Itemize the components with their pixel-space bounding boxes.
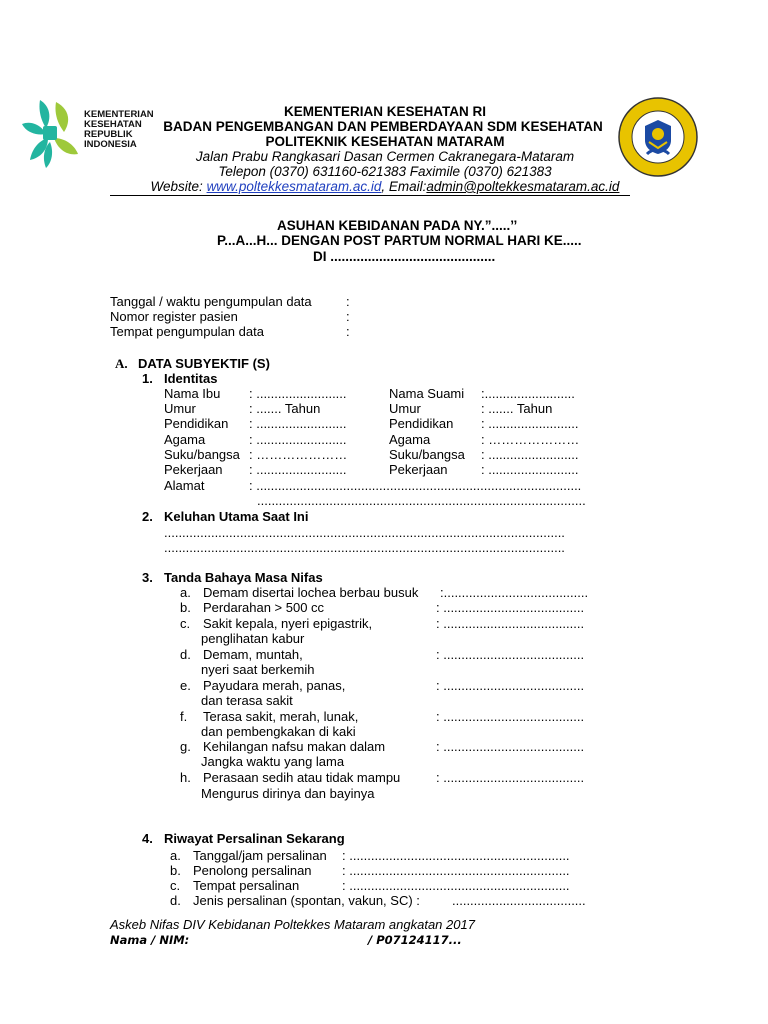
ibu-field-label: Nama Ibu [164,386,221,401]
header-rule [110,195,630,196]
tanda-text: Payudara merah, panas, [203,678,346,693]
logo-text-3: REPUBLIK [84,129,133,140]
suami-field-value[interactable]: :......................... [481,386,575,401]
alamat-field[interactable]: : .......................................................................................... [249,478,582,493]
riwayat-text: Penolong persalinan [193,863,312,878]
riwayat-field[interactable]: : ............................................................. [342,863,570,878]
suami-field-label: Agama [389,432,431,447]
ibu-field-value[interactable]: : ....... Tahun [249,401,321,416]
header-line1: KEMENTERIAN KESEHATAN RI [283,104,486,119]
suami-field-value[interactable]: : ………………… [481,432,580,447]
meta-label: Nomor register pasien [110,309,238,324]
title-line1: ASUHAN KEBIDANAN PADA NY.”.....’’ [277,218,518,233]
tanda-text: Terasa sakit, merah, lunak, [203,709,359,724]
riwayat-field[interactable]: : ............................................................. [342,878,570,893]
tanda-field[interactable]: : ....................................... [436,616,585,631]
meta-colon: : [346,324,350,339]
riwayat-letter: d. [170,893,181,908]
tanda-text-line2: dan terasa sakit [201,693,293,708]
tanda-text: Perasaan sedih atau tidak mampu [203,770,401,785]
tanda-text-line2: Mengurus dirinya dan bayinya [201,786,375,801]
meta-label: Tempat pengumpulan data [110,324,264,339]
keluhan-field-line2[interactable]: ............................................................................................................... [164,540,565,555]
alamat-label: Alamat [164,478,205,493]
poltekkes-emblem-icon [617,96,699,178]
tanda-text: Demam disertai lochea berbau busuk [203,585,419,600]
riwayat-field[interactable]: ..................................... [452,893,586,908]
tanda-field[interactable]: : ....................................... [436,770,585,785]
ibu-field-value[interactable]: : ………………… [249,447,348,462]
tanda-letter: g. [180,739,191,754]
ibu-field-value[interactable]: : ......................... [249,432,347,447]
tanda-text-line2: nyeri saat berkemih [201,662,315,677]
riwayat-text: Tempat persalinan [193,878,300,893]
logo-text-2: KESEHATAN [84,119,142,130]
section-a-marker: A. [115,356,128,371]
header-phone: Telepon (0370) 631160-621383 Faximile (0370) 621383 [218,164,552,179]
riwayat-text: Jenis persalinan (spontan, vakun, SC) : [193,893,420,908]
section-a-heading: DATA SUBYEKTIF (S) [138,356,270,371]
tanda-bahaya-heading: Tanda Bahaya Masa Nifas [164,570,323,585]
meta-colon: : [346,309,350,324]
ibu-field-value[interactable]: : ......................... [249,386,347,401]
ministry-logo-icon [20,98,82,168]
tanda-letter: d. [180,647,191,662]
tanda-letter: f. [180,709,188,724]
keluhan-number: 2. [142,509,153,524]
tanda-letter: h. [180,770,191,785]
riwayat-field[interactable]: : ............................................................. [342,848,570,863]
riwayat-letter: c. [170,878,181,893]
ibu-field-value[interactable]: : ......................... [249,462,347,477]
header-line2: BADAN PENGEMBANGAN DAN PEMBERDAYAAN SDM KESEHATAN [163,119,603,134]
tanda-text-line2: dan pembengkakan di kaki [201,724,356,739]
tanda-text: Perdarahan > 500 cc [203,600,325,615]
tanda-field[interactable]: : ....................................... [436,678,585,693]
meta-colon: : [346,294,350,309]
keluhan-heading: Keluhan Utama Saat Ini [164,509,309,524]
tanda-letter: e. [180,678,191,693]
footer-caption: Askeb Nifas DIV Kebidanan Poltekkes Mataram angkatan 2017 [110,917,475,932]
header-contact [110,179,660,194]
email-link[interactable]: admin@poltekkesmataram.ac.id [426,179,620,194]
riwayat-letter: b. [170,863,181,878]
tanda-letter: c. [180,616,191,631]
tanda-field[interactable]: : ....................................... [436,647,585,662]
suami-field-value[interactable]: : ......................... [481,447,579,462]
tanda-text: Demam, muntah, [203,647,303,662]
keluhan-field-line1[interactable]: ............................................................................................................... [164,525,565,540]
title-line2: P...A...H... DENGAN POST PARTUM NORMAL HARI KE..... [217,233,582,248]
tanda-field[interactable]: : ....................................... [436,739,585,754]
suami-field-value[interactable]: : ......................... [481,416,579,431]
suami-field-label: Pekerjaan [389,462,448,477]
alamat-field-line2[interactable]: ........................................................................................... [257,493,586,508]
tanda-field[interactable]: : ....................................... [436,600,585,615]
header-line3: POLITEKNIK KESEHATAN MATARAM [265,134,505,149]
footer-nama-label: Nama / NIM: [110,933,190,947]
suami-field-label: Suku/bangsa [389,447,465,462]
tanda-text: Sakit kepala, nyeri epigastrik, [203,616,373,631]
ibu-field-label: Agama [164,432,206,447]
footer-nim: / P07124117... [368,933,462,947]
suami-field-value[interactable]: : ....... Tahun [481,401,553,416]
suami-field-value[interactable]: : ......................... [481,462,579,477]
ibu-field-label: Suku/bangsa [164,447,240,462]
riwayat-text: Tanggal/jam persalinan [193,848,327,863]
riwayat-letter: a. [170,848,181,863]
tanda-text: Kehilangan nafsu makan dalam [203,739,386,754]
suami-field-label: Nama Suami [389,386,465,401]
tanda-field[interactable]: : ....................................... [436,709,585,724]
tanda-letter: b. [180,600,191,615]
website-link[interactable]: www.poltekkesmataram.ac.id [206,179,382,194]
ibu-field-label: Umur [164,401,196,416]
riwayat-number: 4. [142,831,153,846]
suami-field-label: Pendidikan [389,416,454,431]
riwayat-heading: Riwayat Persalinan Sekarang [164,831,345,846]
poltekkes-logo [617,96,699,178]
tanda-letter: a. [180,585,191,600]
identitas-number: 1. [142,371,153,386]
tanda-text-line2: Jangka waktu yang lama [201,754,345,769]
suami-field-label: Umur [389,401,421,416]
tanda-bahaya-number: 3. [142,570,153,585]
tanda-text-line2: penglihatan kabur [201,631,305,646]
meta-label: Tanggal / waktu pengumpulan data [110,294,312,309]
logo-text-1: KEMENTERIAN [84,109,154,120]
website-label: Website: [150,179,207,194]
identitas-heading: Identitas [164,371,218,386]
tanda-field[interactable]: :........................................ [440,585,589,600]
email-label: , Email: [381,179,427,194]
ibu-field-label: Pekerjaan [164,462,223,477]
ibu-field-value[interactable]: : ......................... [249,416,347,431]
ibu-field-label: Pendidikan [164,416,229,431]
header-address: Jalan Prabu Rangkasari Dasan Cermen Cakranegara-Mataram [195,149,575,164]
title-line3: DI ............................................ [313,249,496,264]
logo-text-4: INDONESIA [84,139,137,150]
